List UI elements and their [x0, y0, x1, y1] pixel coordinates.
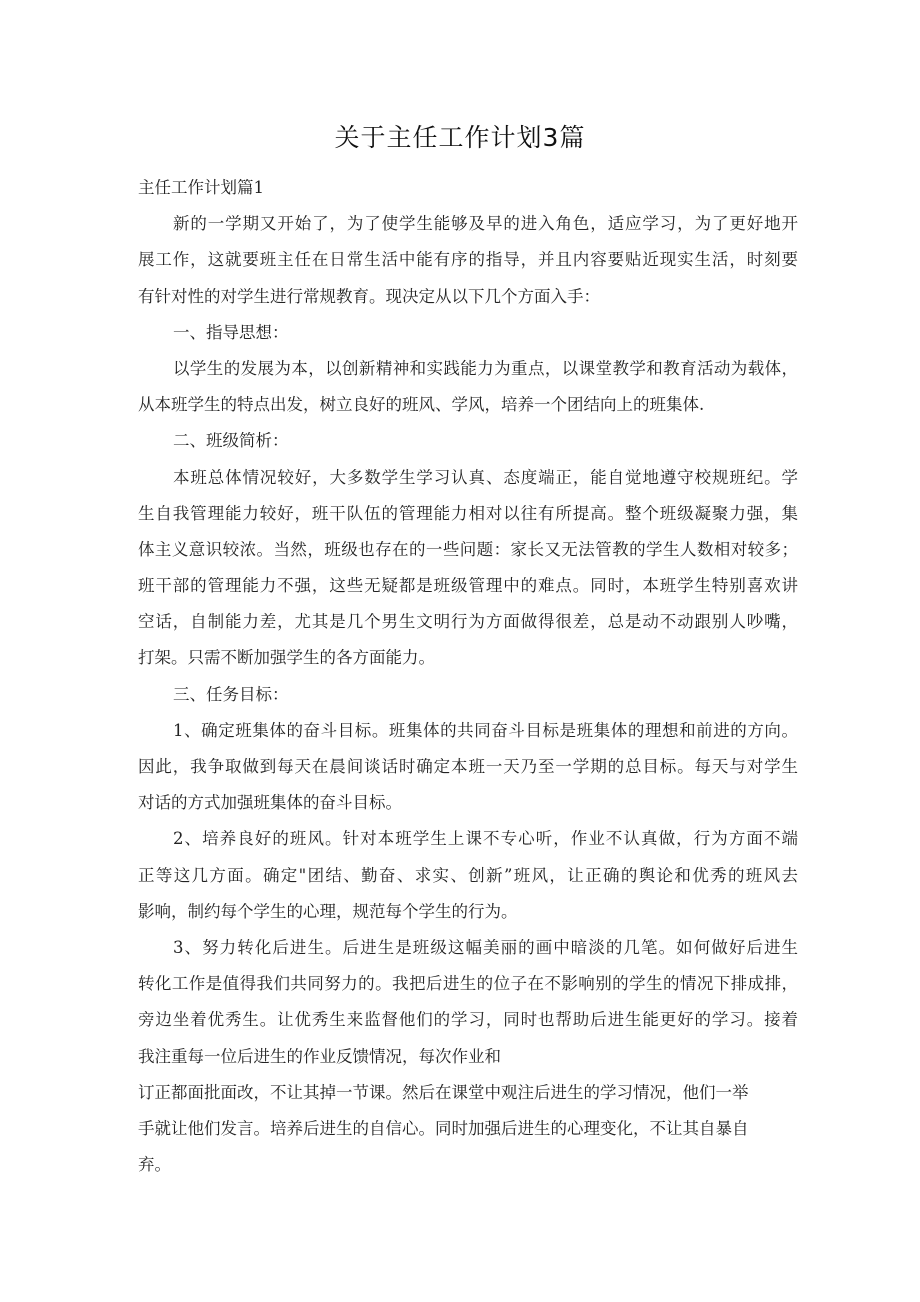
text-line: 1、确定班集体的奋斗目标。班集体的共同奋斗目标是班集体的理想和前进的方向。	[173, 720, 798, 740]
text-line: 以学生的发展为本，以创新精神和实践能力为重点，以课堂教学和教育活动为载体，	[173, 358, 798, 378]
text-line: 转化工作是值得我们共同努力的。我把后进生的位子在不影响别的学生的情况下排成排，	[138, 974, 798, 994]
document-title: 关于主任工作计划3篇	[334, 123, 586, 152]
text-line: 对话的方式加强班集体的奋斗目标。	[138, 793, 402, 813]
text-line: 因此，我争取做到每天在晨间谈话时确定本班一天乃至一学期的总目标。每天与对学生	[138, 757, 798, 776]
document-body	[138, 170, 798, 1183]
text-line: 体主义意识较浓。当然，班级也存在的一些问题：家长又无法管教的学生人数相对较多；	[138, 539, 798, 559]
text-line: 弃。	[138, 1155, 171, 1175]
text-line: 打架。只需不断加强学生的各方面能力。	[138, 648, 435, 668]
text-line: 订正都面批面改，不让其掉一节课。然后在课堂中观注后进生的学习情况，他们一举	[138, 1082, 749, 1102]
text-line: 旁边坐着优秀生。让优秀生来监督他们的学习，同时也帮助后进生能更好的学习。接着	[138, 1010, 798, 1030]
text-line: 影响，制约每个学生的心理，规范每个学生的行为。	[138, 901, 518, 921]
paragraph-lines	[138, 206, 798, 1183]
text-line: 手就让他们发言。培养后进生的自信心。同时加强后进生的心理变化，不让其自暴自	[138, 1118, 749, 1138]
text-line: 2、培养良好的班风。针对本班学生上课不专心听，作业不认真做，行为方面不端	[173, 829, 798, 849]
text-line: 本班总体情况较好，大多数学生学习认真、态度端正，能自觉地遵守校规班纪。学	[173, 467, 798, 487]
text-line: 一、指导思想：	[173, 322, 289, 342]
text-line: 3、努力转化后进生。后进生是班级这幅美丽的画中暗淡的几笔。如何做好后进生	[173, 937, 798, 957]
text-line: 有针对性的对学生进行常规教育。现决定从以下几个方面入手：	[138, 286, 600, 306]
text-line: 二、班级简析：	[173, 431, 289, 451]
text-line: 三、任务目标：	[173, 684, 289, 704]
section-heading: 主任工作计划篇1	[138, 178, 264, 197]
text-line: 生自我管理能力较好，班干队伍的管理能力相对以往有所提高。整个班级凝聚力强，集	[138, 503, 798, 523]
text-line: 空话，自制能力差，尤其是几个男生文明行为方面做得很差，总是动不动跟别人吵嘴，	[138, 612, 798, 632]
text-line: 班干部的管理能力不强，这些无疑都是班级管理中的难点。同时，本班学生特别喜欢讲	[138, 576, 798, 596]
text-line: 从本班学生的特点出发，树立良好的班风、学风，培养一个团结向上的班集体.	[138, 395, 705, 415]
text-line: 新的一学期又开始了，为了使学生能够及早的进入角色，适应学习，为了更好地开	[173, 214, 798, 234]
text-line: 我注重每一位后进生的作业反馈情况，每次作业和	[138, 1046, 501, 1066]
text-line: 展工作，这就要班主任在日常生活中能有序的指导，并且内容要贴近现实生活，时刻要	[138, 250, 798, 270]
text-line: 正等这几方面。确定"团结、勤奋、求实、创新”班风，让正确的舆论和优秀的班风去	[138, 865, 798, 885]
